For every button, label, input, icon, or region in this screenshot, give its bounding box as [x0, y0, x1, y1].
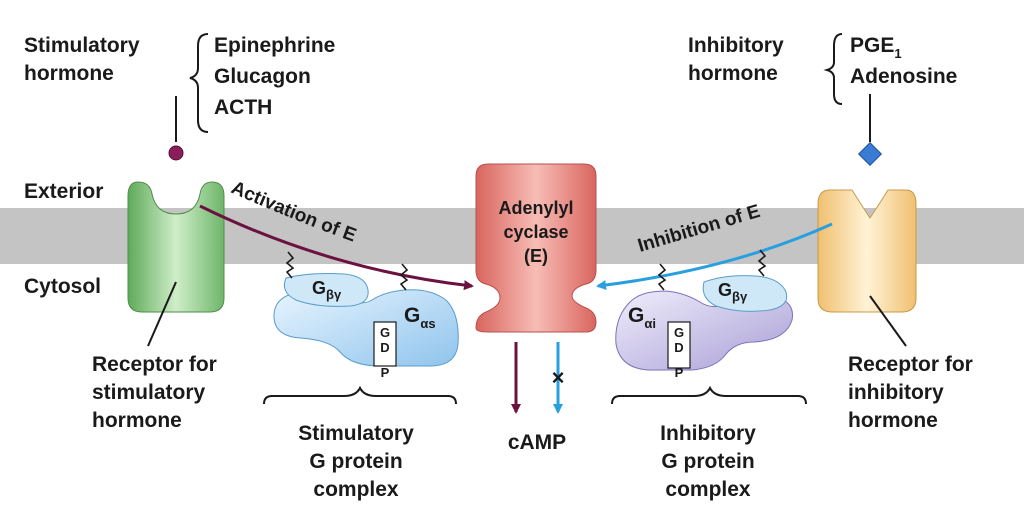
inhib-complex-brace [612, 388, 806, 404]
inhibitory-label-2: hormone [688, 62, 778, 85]
hormone-adenosine: Adenosine [850, 65, 958, 88]
receptor-stim-caption-1: Receptor for [92, 353, 217, 376]
inhib-complex-caption-1: Inhibitory [660, 422, 756, 445]
hormone-epinephrine: Epinephrine [214, 34, 336, 57]
camp-label: cAMP [507, 431, 567, 454]
stim-complex-caption-2: G protein [309, 450, 403, 473]
inhib-gdp-g: G [673, 325, 685, 340]
cytosol-label: Cytosol [24, 275, 102, 298]
inhibitory-label-1: Inhibitory [688, 34, 784, 57]
inhibition-label: Inhibition of E [635, 200, 763, 257]
stim-complex-brace [264, 388, 456, 404]
inhibitory-hormone-ligand-icon [859, 143, 882, 166]
inhib-g-beta-gamma-label: $G_{\beta\gamma}$ [718, 280, 748, 304]
stimulatory-g-protein [274, 252, 458, 380]
stimulatory-receptor-shape [128, 182, 224, 312]
inhib-g-alpha-label: $G_{\alpha i}$ [628, 304, 656, 331]
receptor-stim-caption-2: stimulatory [92, 381, 206, 404]
receptor-inhib-caption-1: Receptor for [848, 353, 973, 376]
inhib-gdp-p: P [674, 365, 684, 380]
stim-gdp-p: P [380, 365, 390, 380]
receptor-stim-caption-3: hormone [92, 409, 182, 432]
stim-gdp-g: G [379, 325, 391, 340]
adenylyl-cyclase-line3: (E) [524, 246, 548, 266]
inhibitory-g-protein [616, 250, 793, 380]
exterior-label: Exterior [24, 180, 104, 203]
stimulatory-hormone-ligand-icon [169, 146, 183, 160]
stim-complex-caption-1: Stimulatory [298, 422, 414, 445]
hormone-glucagon: Glucagon [214, 65, 311, 88]
stimulatory-label-2: hormone [24, 62, 114, 85]
stim-gdp-d: D [380, 340, 390, 355]
inhib-complex-caption-2: G protein [661, 450, 755, 473]
stim-g-beta-gamma-label: $G_{\beta\gamma}$ [312, 278, 342, 302]
adenylyl-cyclase-line2: cyclase [503, 222, 569, 242]
receptor-inhib-caption-3: hormone [848, 409, 938, 432]
activation-label: Activation of E [227, 177, 359, 247]
inhib-gdp-d: D [674, 340, 684, 355]
receptor-inhib-caption-2: inhibitory [848, 381, 944, 404]
inhibitory-brace [827, 34, 842, 104]
stim-g-alpha-label: $G_{\alpha s}$ [404, 304, 436, 331]
stim-complex-caption-3: complex [313, 478, 399, 501]
adenylyl-cyclase-line1: Adenylyl [498, 198, 574, 218]
hormone-acth: ACTH [214, 96, 273, 119]
hormone-pge: $PGE_1$ [850, 34, 902, 61]
inhib-complex-caption-3: complex [665, 478, 751, 501]
stimulatory-brace [190, 34, 208, 132]
stimulatory-label-1: Stimulatory [24, 34, 140, 57]
blocked-x-icon: × [551, 365, 565, 390]
